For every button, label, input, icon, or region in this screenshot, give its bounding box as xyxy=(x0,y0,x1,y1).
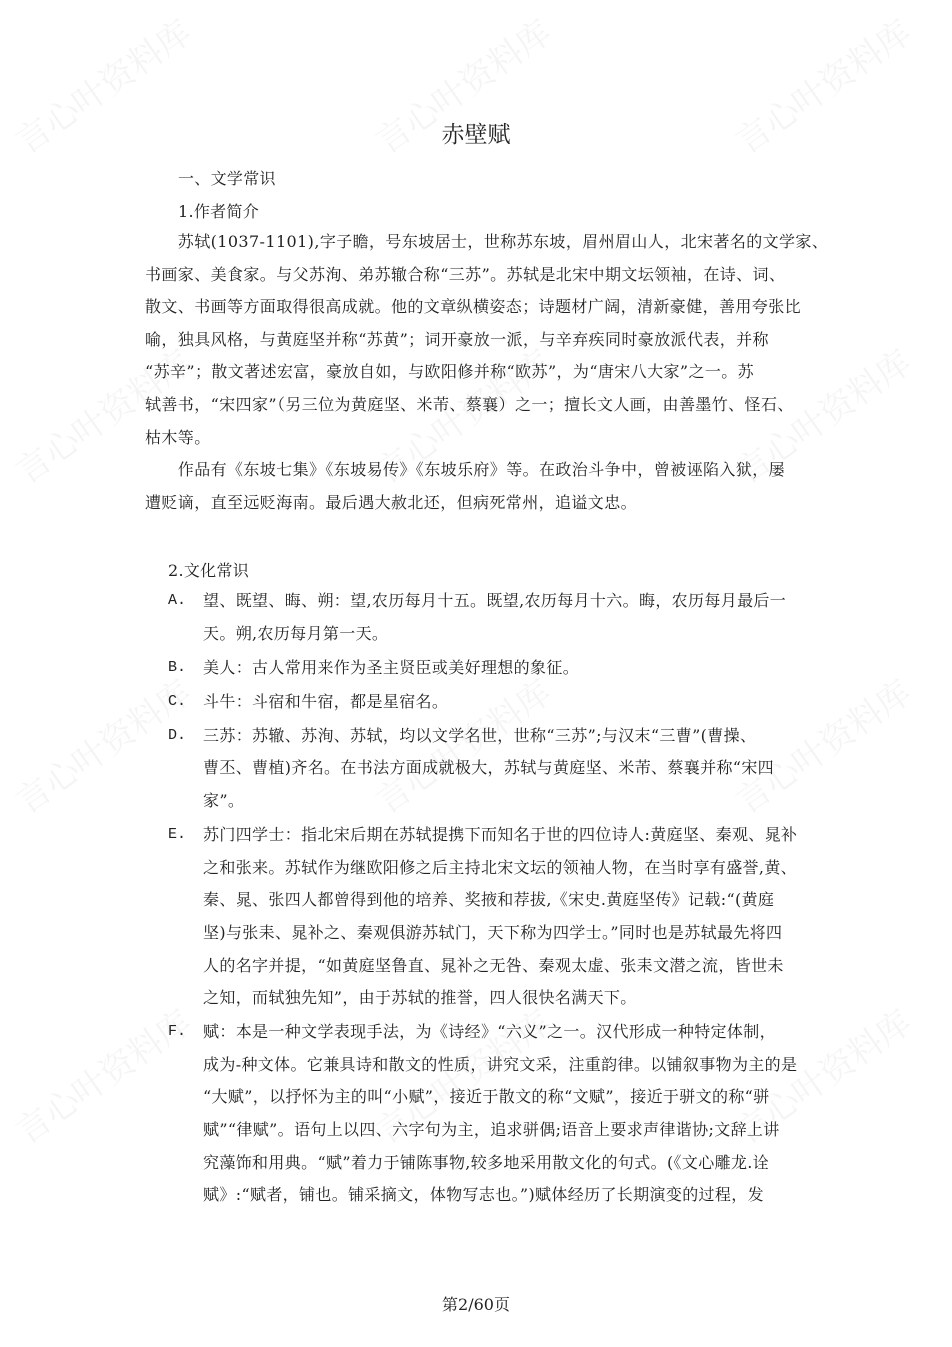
bio-line: 散文、书画等方面取得很高成就。他的文章纵横姿态；诗题材广阔，清新豪健，善用夸张比 xyxy=(145,297,802,317)
item-label: B. xyxy=(168,658,187,676)
bio-line: 枯木等。 xyxy=(145,427,211,447)
item-text-line: “大赋”，以抒怀为主的叫“小赋”，接近于散文的称“文赋”，接近于骈文的称“骈 xyxy=(203,1087,770,1107)
bio-line: 轼善书，“宋四家”（另三位为黄庭坚、米芾、蔡襄）之一；擅长文人画，由善墨竹、怪石、 xyxy=(145,394,794,414)
item-text-line: 成为-种文体。它兼具诗和散文的性质，讲究文采，注重韵律。以铺叙事物为主的是 xyxy=(203,1054,798,1074)
item-text-line: 人的名字并提，“如黄庭坚鲁直、晁补之无咎、秦观太虚、张耒文潜之流，皆世未 xyxy=(203,955,784,975)
subsection-heading-author: 1.作者简介 xyxy=(178,202,260,221)
item-text-line: 赋”“律赋”。语句上以四、六字句为主，追求骈偶;语音上要求声律谐协;文辞上讲 xyxy=(203,1120,780,1140)
item-text-line: 三苏：苏辙、苏洵、苏轼，均以文学名世，世称“三苏”;与汉末“三曹”(曹操、 xyxy=(203,725,757,745)
author-bio xyxy=(145,226,829,519)
item-text-line: 赋》:“赋者，铺也。铺采摘文，体物写志也。”)赋体经历了长期演变的过程，发 xyxy=(203,1185,764,1205)
item-label: E. xyxy=(168,826,187,844)
item-label: C. xyxy=(168,692,187,710)
item-text-line: 赋：本是一种文学表现手法，为《诗经》“六义”之一。汉代形成一种特定体制， xyxy=(203,1022,776,1042)
item-text-line: 坚)与张耒、晁补之、秦观俱游苏轼门，天下称为四学士。”同时也是苏轼最先将四 xyxy=(203,922,783,942)
item-label: F. xyxy=(168,1023,187,1041)
item-text-line: 之知，而轼独先知”，由于苏轼的推誉，四人很快名满天下。 xyxy=(203,988,637,1008)
item-text-line: 苏门四学士：指北宋后期在苏轼提携下而知名于世的四位诗人:黄庭坚、秦观、晁补 xyxy=(203,825,798,845)
bio-line: 苏轼(1037-1101),字子瞻，号东坡居士，世称苏东坡，眉州眉山人，北宋著名的文学家、 xyxy=(145,232,829,251)
bio-line: 作品有《东坡七集》《东坡易传》《东坡乐府》等。在政治斗争中，曾被诬陷入狱，屡 xyxy=(145,460,786,480)
bio-line: “苏辛”；散文著述宏富，豪放自如，与欧阳修并称“欧苏”，为“唐宋八大家”之一。苏 xyxy=(145,362,755,382)
subsection-heading-culture: 2.文化常识 xyxy=(168,561,250,580)
item-text-line: 秦、晁、张四人都曾得到他的培养、奖掖和荐拔,《宋史.黄庭坚传》记载:“(黄庭 xyxy=(203,890,775,910)
item-text-line: 天。朔,农历每月第一天。 xyxy=(203,623,389,643)
item-label: D. xyxy=(168,726,187,744)
item-text-line: 望、既望、晦、朔：望,农历每月十五。既望,农历每月十六。晦，农历每月最后一 xyxy=(203,591,787,610)
item-text-line: 之和张来。苏轼作为继欧阳修之后主持北宋文坛的领袖人物，在当时享有盛誉,黄、 xyxy=(203,857,798,877)
item-text-line: 美人：古人常用来作为圣主贤臣或美好理想的象征。 xyxy=(203,657,580,677)
item-text-line: 家”。 xyxy=(203,791,245,811)
item-text-line: 斗牛：斗宿和牛宿，都是星宿名。 xyxy=(203,691,449,711)
document-title: 赤壁赋 xyxy=(441,122,511,148)
section-heading: 一、文学常识 xyxy=(178,169,276,188)
item-text-line: 究藻饰和用典。“赋”着力于铺陈事物,较多地采用散文化的句式。(《文心雕龙.诠 xyxy=(203,1152,770,1172)
bio-line: 遭贬谪，直至远贬海南。最后遇大赦北还，但病死常州，追谥文忠。 xyxy=(145,492,638,512)
bio-line: 喻，独具风格，与黄庭坚并称“苏黄”；词开豪放一派，与辛弃疾同时豪放派代表，并称 xyxy=(145,329,769,349)
bio-line: 书画家、美食家。与父苏洵、弟苏辙合称“三苏”。苏轼是北宋中期文坛领袖，在诗、词、 xyxy=(145,264,786,284)
page-number: 第2/60页 xyxy=(442,1295,510,1314)
item-label: A. xyxy=(168,592,187,609)
item-text-line: 曹丕、曹植)齐名。在书法方面成就极大，苏轼与黄庭坚、米芾、蔡襄并称“宋四 xyxy=(203,758,775,778)
